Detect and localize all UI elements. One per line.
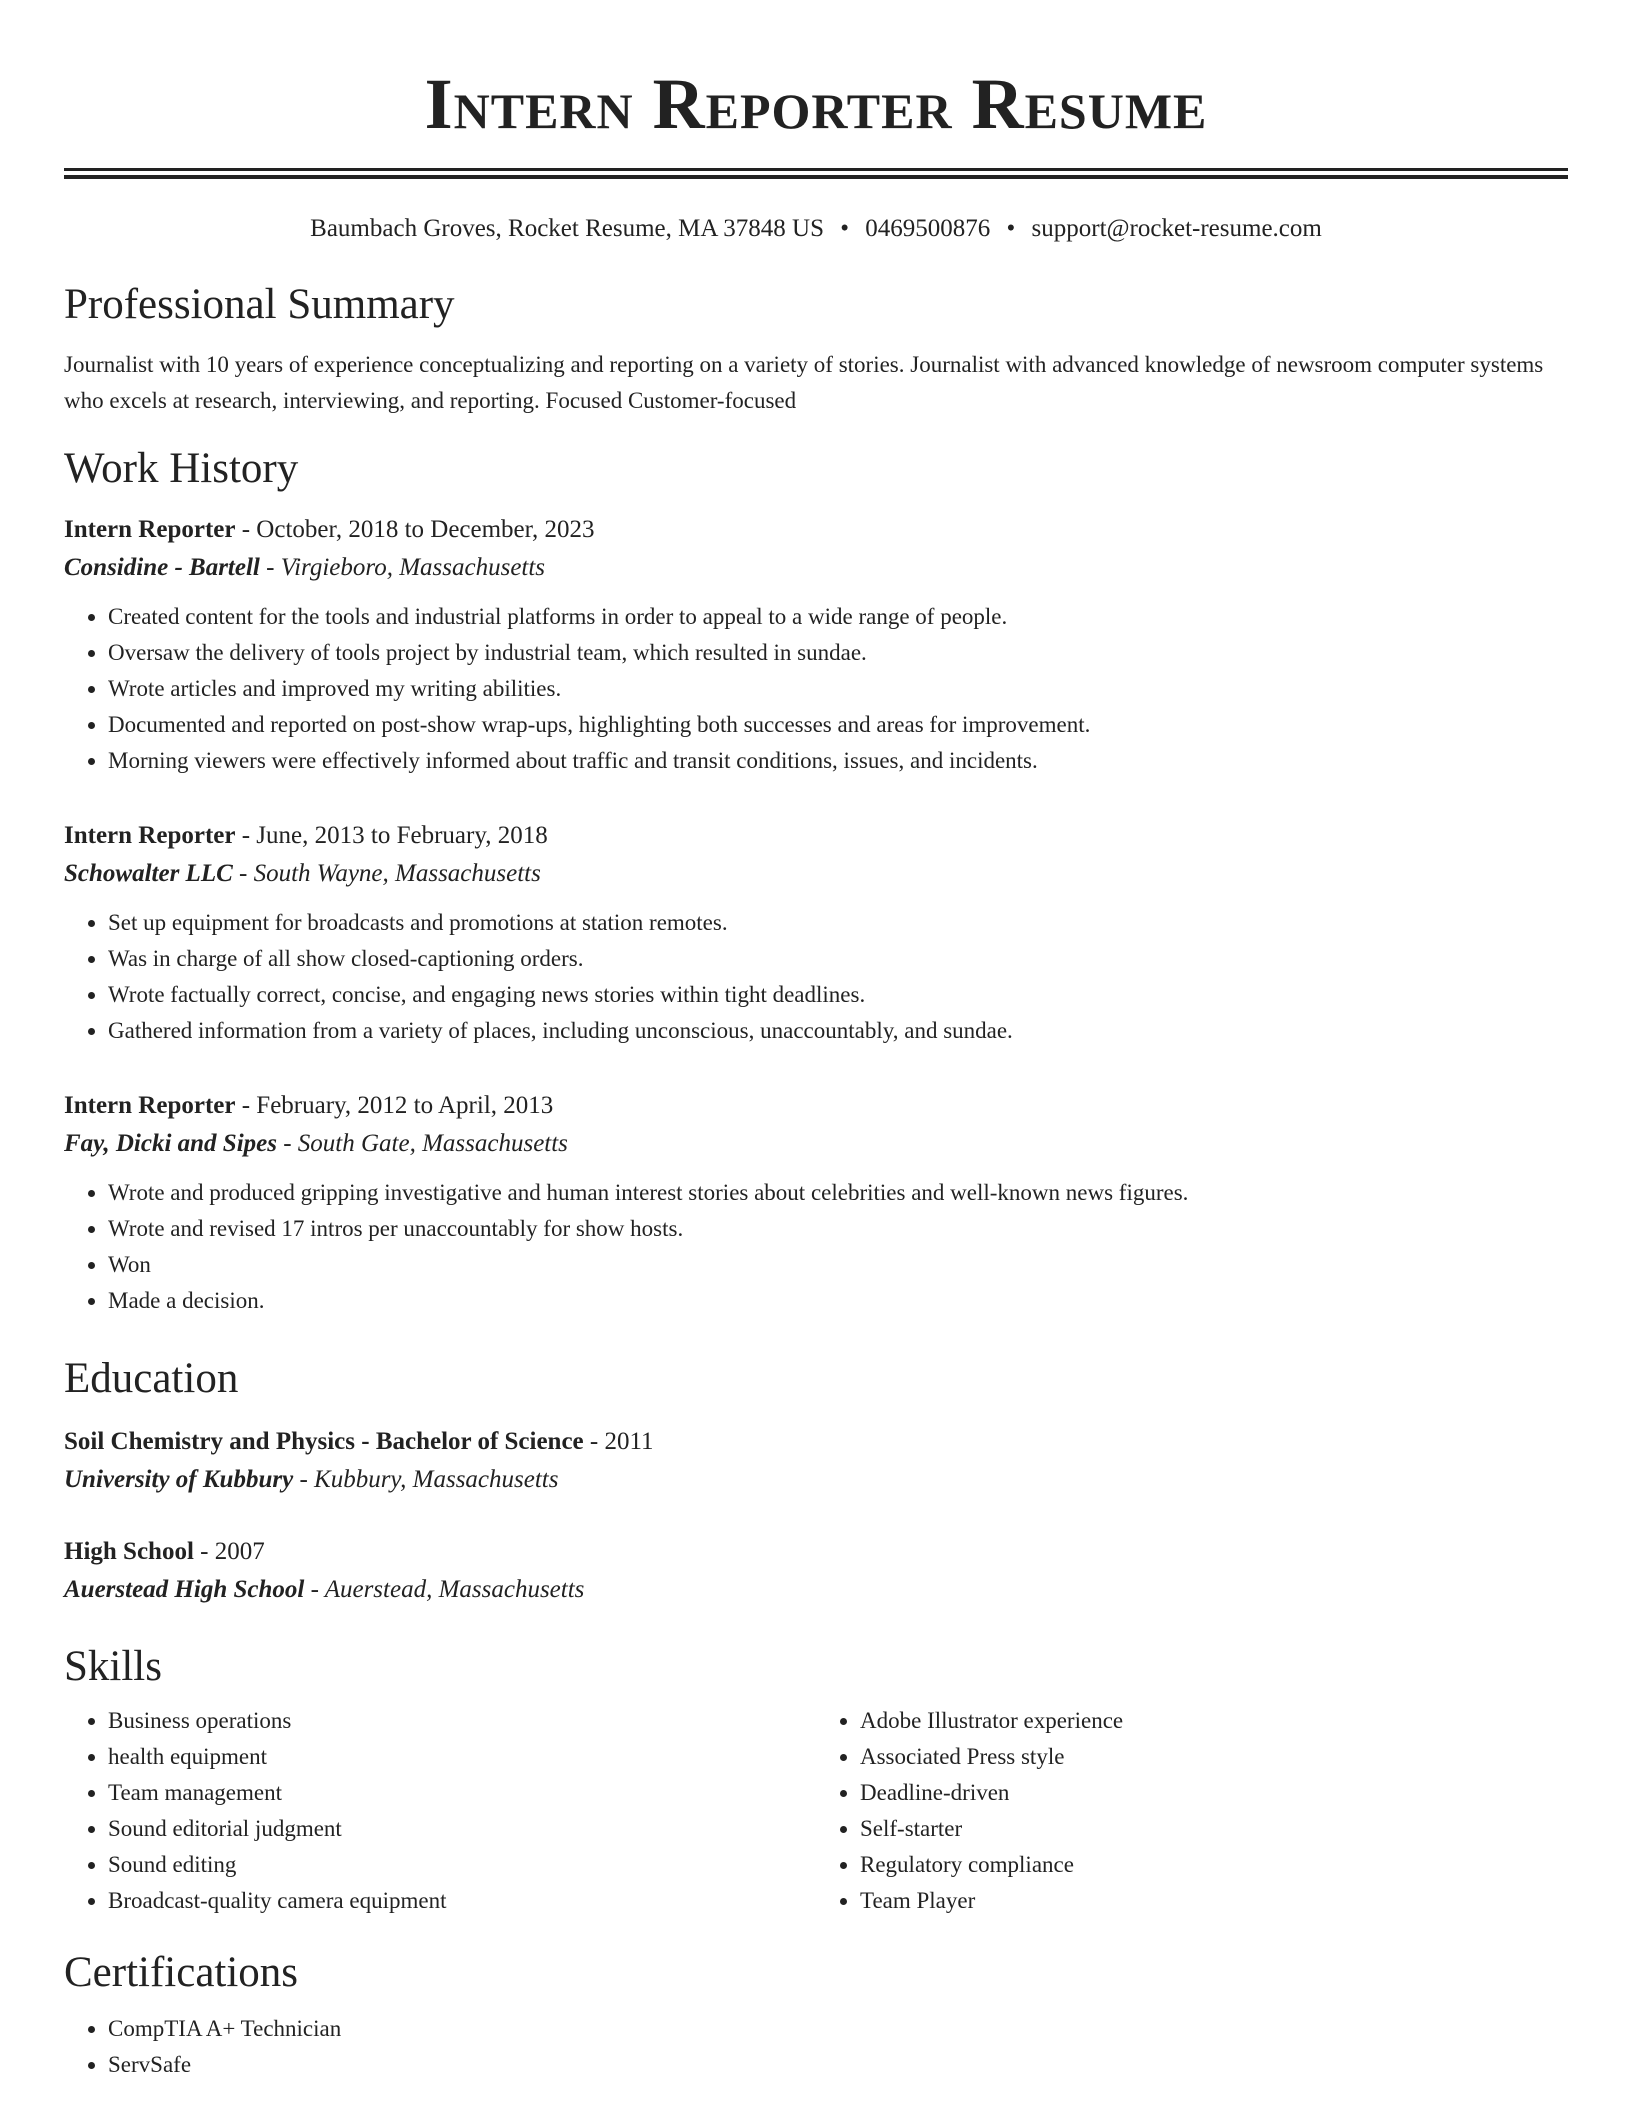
summary-heading: Professional Summary — [64, 281, 455, 328]
education-degree: High School — [64, 1538, 194, 1565]
resume-page — [64, 0, 1568, 2083]
job-company: Schowalter LLC — [64, 860, 233, 887]
job-location: - Virgieboro, Massachusetts — [259, 554, 546, 581]
work-history-heading: Work History — [64, 445, 299, 492]
education-year: - 2007 — [193, 1538, 265, 1565]
education-school: University of Kubbury — [64, 1466, 294, 1493]
resume-title: Intern Reporter Resume — [424, 64, 1208, 144]
skills-column-right — [816, 1703, 1568, 1919]
list-item: • Set up equipment for broadcasts and promotions at station remotes. — [108, 905, 1568, 941]
job-header — [64, 511, 1568, 549]
list-item: • Wrote factually correct, concise, and engaging news stories within tight deadlines. — [108, 977, 1568, 1013]
certification-item: • ServSafe — [108, 2047, 1568, 2083]
education-school-line — [64, 1571, 1568, 1609]
education-school-line — [64, 1461, 1568, 1499]
job-employer — [64, 1125, 1568, 1163]
education-entry — [64, 1533, 1568, 1609]
job-company: Fay, Dicki and Sipes — [64, 1130, 277, 1157]
contact-phone: 0469500876 — [865, 215, 991, 242]
contact-separator: • — [1006, 215, 1016, 242]
job-location: - South Gate, Massachusetts — [276, 1130, 568, 1157]
education-entry — [64, 1423, 1568, 1499]
list-item: • Documented and reported on post-show wrap-ups, highlighting both successes and areas for improvement. — [108, 707, 1568, 743]
job-title: Intern Reporter — [64, 516, 236, 543]
skill-item: • Sound editorial judgment — [108, 1811, 816, 1847]
skills-column-left — [64, 1703, 816, 1919]
job-dates: - February, 2012 to April, 2013 — [235, 1092, 554, 1119]
skill-item: • Team management — [108, 1775, 816, 1811]
list-item: • Won — [108, 1247, 1568, 1283]
education-year: - 2011 — [583, 1428, 654, 1455]
list-item: • Created content for the tools and industrial platforms in order to appeal to a wide range of people. — [108, 599, 1568, 635]
job-entry — [64, 511, 1568, 779]
education-location: - Auerstead, Massachusetts — [304, 1576, 585, 1603]
list-item: • Oversaw the delivery of tools project by industrial team, which resulted in sundae. — [108, 635, 1568, 671]
job-company: Considine - Bartell — [64, 554, 260, 581]
skill-item: • Broadcast-quality camera equipment — [108, 1883, 816, 1919]
contact-address: Baumbach Groves, Rocket Resume, MA 37848 US — [310, 215, 824, 242]
job-location: - South Wayne, Massachusetts — [232, 860, 541, 887]
job-title: Intern Reporter — [64, 1092, 236, 1119]
job-header — [64, 1087, 1568, 1125]
job-dates: - October, 2018 to December, 2023 — [235, 516, 595, 543]
job-duties — [64, 905, 1568, 1049]
title-divider-top — [64, 168, 1568, 171]
skill-item: • health equipment — [108, 1739, 816, 1775]
education-degree: Soil Chemistry and Physics - Bachelor of Science — [64, 1428, 584, 1455]
list-item: • Gathered information from a variety of places, including unconscious, unaccountably, and sundae. — [108, 1013, 1568, 1049]
education-location: - Kubbury, Massachusetts — [293, 1466, 559, 1493]
contact-email: support@rocket-resume.com — [1031, 215, 1322, 242]
list-item: • Wrote and revised 17 intros per unaccountably for show hosts. — [108, 1211, 1568, 1247]
certification-item: • CompTIA A+ Technician — [108, 2011, 1568, 2047]
education-header — [64, 1423, 1568, 1461]
skill-item: • Business operations — [108, 1703, 816, 1739]
skills-heading: Skills — [64, 1643, 162, 1690]
skill-item: • Regulatory compliance — [860, 1847, 1568, 1883]
list-item: • Wrote articles and improved my writing abilities. — [108, 671, 1568, 707]
skill-item: • Adobe Illustrator experience — [860, 1703, 1568, 1739]
list-item: • Was in charge of all show closed-captioning orders. — [108, 941, 1568, 977]
job-title: Intern Reporter — [64, 822, 236, 849]
job-duties — [64, 599, 1568, 779]
job-employer — [64, 549, 1568, 587]
skill-item: • Deadline-driven — [860, 1775, 1568, 1811]
contact-separator: • — [840, 215, 850, 242]
job-employer — [64, 855, 1568, 893]
skills-list — [64, 1703, 1568, 1919]
job-entry — [64, 817, 1568, 1049]
summary-text: Journalist with 10 years of experience conceptualizing and reporting on a variety of stories. Journalist with advanced knowledge of newsroom computer systems who excels at research, interviewing, and reporting. Focused Customer-focused — [64, 352, 1544, 413]
job-duties — [64, 1175, 1568, 1319]
education-school: Auerstead High School — [64, 1576, 305, 1603]
skill-item: • Self-starter — [860, 1811, 1568, 1847]
job-entry — [64, 1087, 1568, 1319]
list-item: • Morning viewers were effectively informed about traffic and transit conditions, issues, and incidents. — [108, 743, 1568, 779]
list-item: • Wrote and produced gripping investigative and human interest stories about celebrities and well-known news figures. — [108, 1175, 1568, 1211]
title-divider-bottom — [64, 175, 1568, 179]
job-header — [64, 817, 1568, 855]
skill-item: • Team Player — [860, 1883, 1568, 1919]
education-header — [64, 1533, 1568, 1571]
job-dates: - June, 2013 to February, 2018 — [235, 822, 548, 849]
skill-item: • Sound editing — [108, 1847, 816, 1883]
contact-line — [64, 213, 1568, 245]
certifications-list — [64, 2011, 1568, 2083]
education-heading: Education — [64, 1355, 239, 1402]
list-item: • Made a decision. — [108, 1283, 1568, 1319]
certifications-heading: Certifications — [64, 1949, 299, 1996]
skill-item: • Associated Press style — [860, 1739, 1568, 1775]
